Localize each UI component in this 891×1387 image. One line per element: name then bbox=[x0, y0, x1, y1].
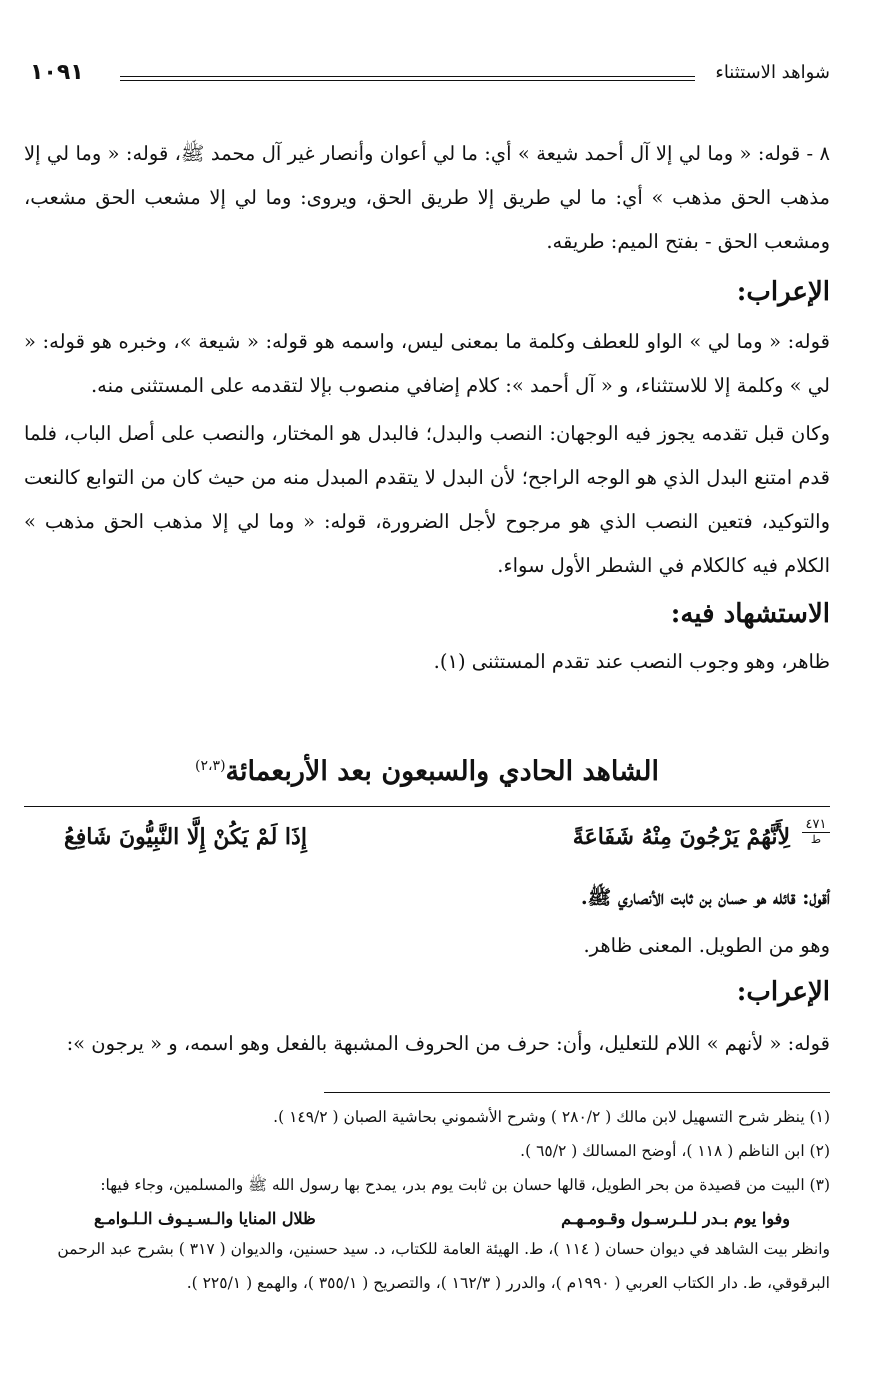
footnote-verse-a: وفوا يوم بـدر لـلـرسـول وقـومـهـم bbox=[561, 1209, 790, 1228]
footnote-rule bbox=[324, 1092, 830, 1093]
header-title: شواهد الاستثناء bbox=[715, 62, 830, 83]
paragraph-meter: وهو من الطويل. المعنى ظاهر. bbox=[583, 934, 830, 957]
paragraph-irab-1: قوله: « وما لي » الواو للعطف وكلمة ما بمعنى ليس، واسمه هو قوله: « شيعة »، وخبره هو قوله: « لي » وكلمة إلا للاستثناء، و « آل أحمد »: كلام إضافي منصوب بإلا لتقدمه على المستثنى منه. bbox=[24, 330, 830, 397]
heading-irab-2: الإعراب: bbox=[736, 977, 830, 1007]
book-page bbox=[24, 0, 830, 1387]
shahid-title-text: الشاهد الحادي والسبعون بعد الأربعمائة bbox=[225, 756, 659, 787]
verse-number: ٤٧١ ط bbox=[802, 818, 830, 847]
commentary-section bbox=[24, 132, 830, 684]
paragraph-irab-2: وكان قبل تقدمه يجوز فيه الوجهان: النصب والبدل؛ فالبدل هو المختار، والنصب على أصل الباب، فلما قدم امتنع البدل الذي هو الوجه الراجح؛ لأن البدل لا يتقدم المبدل منه من حيث كان من التوابع كالنعت والتوكيد، فتعين النصب الذي هو مرجوح لأجل الضرورة، قوله: « وما لي إلا مذهب الحق مذهب » الكلام فيه كالكلام في الشطر الأول سواء. bbox=[24, 422, 830, 577]
footnote-verse-b: ظلال المنايا والـسـيـوف الـلـوامـع bbox=[94, 1209, 316, 1228]
footnote-3: (٣) البيت من قصيدة من بحر الطويل، قالها حسان بن ثابت يوم بدر، يمدح بها رسول الله ﷺ والمسلمين، وجاء فيها: bbox=[100, 1176, 830, 1194]
shahid-commentary bbox=[24, 876, 830, 1066]
header-rule bbox=[120, 76, 695, 81]
page-number: ١٠٩١ bbox=[30, 60, 84, 85]
running-header bbox=[24, 56, 830, 96]
heading-istishhad: الاستشهاد فيه: bbox=[670, 599, 830, 629]
paragraph-attribution: أقول: قائله هو حسان بن ثابت الأنصاري ﷺ. bbox=[580, 886, 830, 909]
verse-hemistich-1: لِأَنَّهُمْ يَرْجُونَ مِنْهُ شَفَاعَةً bbox=[572, 824, 790, 850]
footnote-3-continued: وانظر بيت الشاهد في ديوان حسان ( ١١٤ )، ط. الهيئة العامة للكتاب، د. سيد حسنين، والديوان ( ٣١٧ ) بشرح عبد الرحمن البرقوقي، ط. دار الكتاب العربي ( ١٩٩٠م )، والدرر ( ١٦٢/٣ )، والتصريح ( ٣٥٥/١ )، والهمع ( ٢٢٥/١ ). bbox=[57, 1240, 830, 1292]
paragraph-istishhad: ظاهر، وهو وجوب النصب عند تقدم المستثنى (١). bbox=[433, 650, 830, 673]
verse-top-rule bbox=[24, 806, 830, 807]
shahid-title-ref: (٢،٣) bbox=[195, 758, 226, 774]
footnotes bbox=[24, 1100, 830, 1300]
footnote-1: (١) ينظر شرح التسهيل لابن مالك ( ٢٨٠/٢ ) وشرح الأشموني بحاشية الصبان ( ١٤٩/٢ ). bbox=[273, 1108, 830, 1126]
shahid-title bbox=[24, 756, 830, 787]
verse-hemistich-2: إِذَا لَمْ يَكُنْ إِلَّا النَّبِيُّونَ شَافِعُ bbox=[64, 824, 307, 850]
footnote-2: (٢) ابن الناظم ( ١١٨ )، أوضح المسالك ( ٦٥/٢ ). bbox=[520, 1142, 830, 1160]
paragraph-irab-3: قوله: « لأنهم » اللام للتعليل، وأن: حرف من الحروف المشبهة بالفعل وهو اسمه، و « يرجون »: bbox=[66, 1032, 830, 1055]
paragraph-meaning: ٨ - قوله: « وما لي إلا آل أحمد شيعة » أي: ما لي أعوان وأنصار غير آل محمد ﷺ، قوله: « وما لي إلا مذهب الحق مذهب » أي: ما لي طريق إلا طريق الحق، ويروى: وما لي إلا مشعب الحق مشعب، ومشعب الحق - بفتح الميم: طريقه. bbox=[24, 142, 830, 253]
verse-line bbox=[24, 818, 830, 858]
heading-irab: الإعراب: bbox=[736, 277, 830, 307]
footnote-verse bbox=[24, 1202, 830, 1232]
